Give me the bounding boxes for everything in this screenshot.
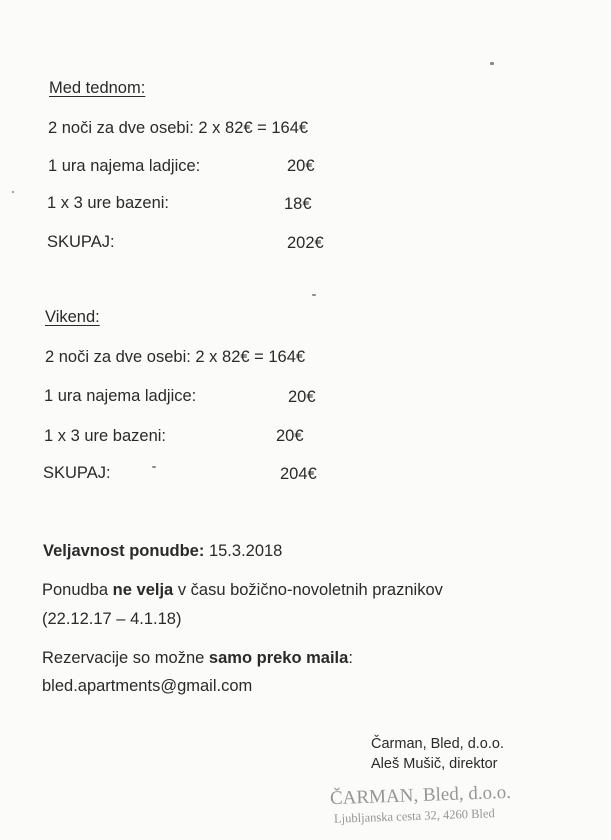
offer-note (42, 582, 443, 599)
weekend-pool-label: 1 x 3 ure bazeni: (44, 427, 166, 445)
company-stamp-line1: ČARMAN, Bled, d.o.o. (329, 781, 512, 810)
validity-label: Veljavnost ponudbe: (43, 542, 205, 560)
reservation-note (42, 650, 353, 667)
weekday-heading: Med tednom: (49, 79, 146, 97)
company-stamp-line2: Ljubljanska cesta 32, 4260 Bled (333, 806, 495, 826)
weekend-nights-row: 2 noči za dve osebi: 2 x 82€ = 164€ (45, 348, 306, 366)
weekend-total-label: SKUPAJ: (43, 464, 111, 482)
scan-speck (152, 466, 156, 468)
reservation-suffix: : (348, 649, 353, 667)
offer-emphasis: ne velja (112, 581, 174, 599)
scan-speck (12, 191, 14, 193)
weekend-total-amount: 204€ (280, 465, 317, 483)
weekday-pool-label: 1 x 3 ure bazeni: (47, 194, 169, 212)
offer-prefix: Ponudba (42, 581, 109, 599)
weekday-pool-amount: 18€ (284, 195, 312, 213)
offer-suffix: v času božično-novoletnih praznikov (177, 581, 443, 599)
weekday-total-amount: 202€ (287, 234, 324, 252)
weekday-nights-row: 2 noči za dve osebi: 2 x 82€ = 164€ (48, 119, 309, 137)
weekend-boat-label: 1 ura najema ladjice: (44, 387, 197, 405)
reservation-emphasis: samo preko maila (208, 649, 349, 667)
reservation-prefix: Rezervacije so možne (42, 649, 205, 667)
offer-period: (22.12.17 – 4.1.18) (42, 610, 182, 628)
weekday-total-label: SKUPAJ: (47, 233, 115, 251)
signature-company: Čarman, Bled, d.o.o. (371, 736, 504, 752)
signature-person: Aleš Mušič, direktor (371, 756, 498, 772)
scan-speck (312, 294, 316, 296)
validity-line (43, 543, 282, 560)
weekend-heading: Vikend: (45, 308, 100, 326)
scan-speck (490, 62, 494, 65)
validity-date: 15.3.2018 (208, 542, 283, 560)
reservation-email[interactable]: bled.apartments@gmail.com (42, 677, 253, 695)
weekday-boat-amount: 20€ (287, 157, 315, 175)
weekday-boat-label: 1 ura najema ladjice: (48, 157, 201, 175)
weekend-pool-amount: 20€ (276, 427, 304, 445)
weekend-boat-amount: 20€ (288, 388, 316, 406)
